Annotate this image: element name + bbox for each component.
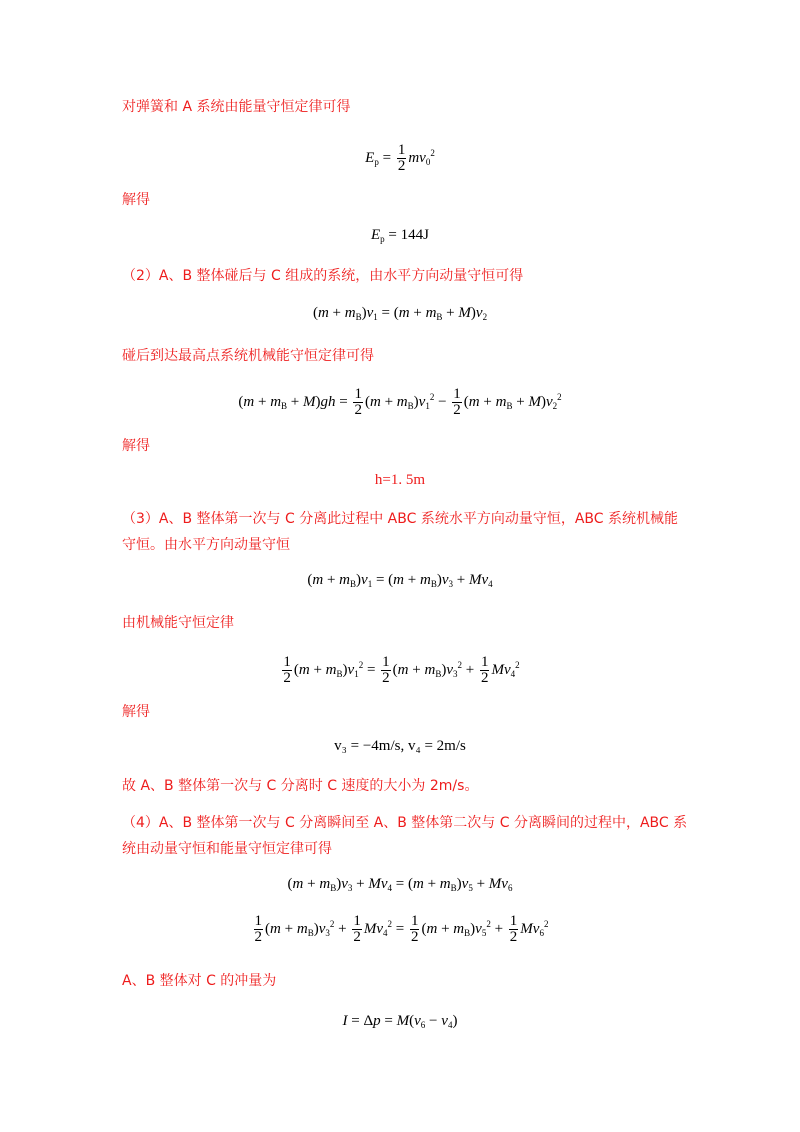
text-line-part-4-process: （4）A、B 整体第一次与 C 分离瞬间至 A、B 整体第二次与 C 分离瞬间的过程中，ABC 系: [122, 815, 688, 831]
ep-value: 144J: [400, 227, 429, 243]
equation-velocity-values: v₃ = −4m/s, v₄ = 2m/s: [334, 738, 466, 754]
text-line-solve-2: 解得: [122, 438, 150, 454]
text-line-part-2-momentum: （2）A、B 整体碰后与 C 组成的系统，由水平方向动量守恒可得: [122, 268, 524, 284]
text-line-energy-conservation-intro: 对弹簧和 A 系统由能量守恒定律可得: [122, 99, 351, 115]
equation-momentum-part-4: $(m + m_B)v_3 + Mv_4 = (m + m_B)v_5 + Mv_6$: [287, 876, 513, 893]
equation-h-value: h=1. 5m: [374, 472, 426, 488]
text-line-c-speed-answer: 故 A、B 整体第一次与 C 分离时 C 速度的大小为 2m/s。: [122, 778, 479, 794]
text-line-part-3-first-separation: （3）A、B 整体第一次与 C 分离此过程中 ABC 系统水平方向动量守恒，ABC 系统机械能: [122, 511, 678, 527]
equation-ep-value: $E_p = 144J$: [371, 227, 429, 244]
equation-momentum-part-2: $(m + m_B)v_1 = (m + m_B + M)v_2$: [312, 305, 488, 322]
equation-energy-part-3: $\frac{1}{2}$ $(m + m_B)v_1^2$ = $\frac{1}{2}$ $(m + m_B)v_3^2$ + $\frac{1}{2}$ $Mv_4^2$: [283, 654, 520, 687]
text-line-part-3-momentum-conservation: 守恒。由水平方向动量守恒: [122, 537, 290, 553]
equation-impulse: $I = \Delta p = M(v_6 - v_4)$: [342, 1013, 458, 1030]
text-line-mechanical-energy-highest-point: 碰后到达最高点系统机械能守恒定律可得: [122, 348, 374, 364]
equation-ep-half-m-v0-squared: $E_p$ = $\frac{1}{2}$ $mv_0^2$: [365, 142, 435, 175]
text-line-solve-1: 解得: [122, 192, 150, 208]
text-line-part-4-conservation: 统由动量守恒和能量守恒定律可得: [122, 841, 332, 857]
equation-energy-part-4: $\frac{1}{2}$ $(m + m_B)v_3^2$ + $\frac{1}{2}$ $Mv_4^2$ = $\frac{1}{2}$ $(m + m_B)v_5^2$ + $\frac{1}{2}$ $Mv_6^2$: [254, 913, 549, 946]
equation-momentum-part-3: $(m + m_B)v_1 = (m + m_B)v_3 + Mv_4$: [307, 572, 493, 589]
text-line-solve-3: 解得: [122, 704, 150, 720]
text-line-impulse-intro: A、B 整体对 C 的冲量为: [122, 973, 277, 989]
text-line-by-mechanical-energy: 由机械能守恒定律: [122, 615, 234, 631]
equation-mechanical-energy-part-2: $(m + m_B + M)gh$ = $\frac{1}{2}$ $(m + m_B)v_1^2$ − $\frac{1}{2}$ $(m + m_B + M)v_2^2$: [238, 386, 562, 419]
